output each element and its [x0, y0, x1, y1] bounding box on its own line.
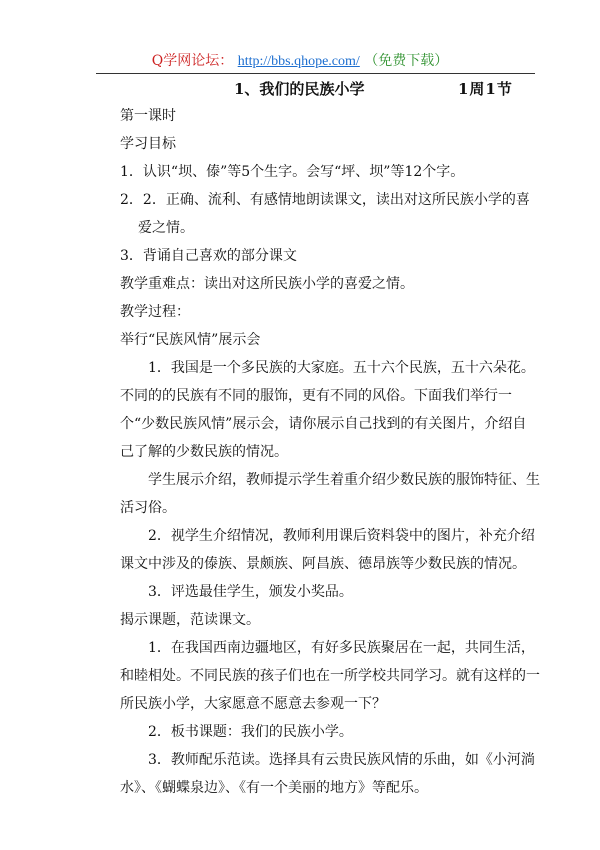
- lesson-title: 1、我们的民族小学: [234, 80, 365, 98]
- activity-heading: 揭示课题，范读课文。: [120, 612, 260, 628]
- objective-item: 2．2．正确、流利、有感情地朗读课文，读出对这所民族小学的喜爱之情。: [120, 192, 530, 236]
- objective-item: 3．背诵自己喜欢的部分课文: [120, 248, 297, 264]
- lesson-title-row: [120, 77, 540, 101]
- section-label: 学习目标: [120, 136, 176, 152]
- page-header: [0, 52, 600, 71]
- body-paragraph: 学生展示介绍，教师提示学生着重介绍少数民族的服饰特征、生活习俗。: [120, 472, 540, 516]
- lesson-content: [120, 102, 540, 802]
- header-rule: [96, 73, 535, 74]
- body-paragraph: 2．板书课题：我们的民族小学。: [148, 724, 353, 740]
- body-paragraph: 2．视学生介绍情况，教师利用课后资料袋中的图片，补充介绍课文中涉及的傣族、景颇族、阿昌族、德昂族等少数民族的情况。: [120, 528, 535, 572]
- body-paragraph: 1．我国是一个多民族的大家庭。五十六个民族，五十六朵花。不同的的民族有不同的服饰，更有不同的风俗。下面我们举行一个“少数民族风情”展示会，请你展示自己找到的有关图片，介绍自己了解的少数民族的情况。: [120, 360, 535, 460]
- body-paragraph: 1．在我国西南边疆地区，有好多民族聚居在一起，共同生活，和睦相处。不同民族的孩子们也在一所学校共同学习。就有这样的一所民族小学，大家愿意不愿意去参观一下？: [120, 640, 540, 712]
- body-paragraph: 3．教师配乐范读。选择具有云贵民族风情的乐曲，如《小河淌水》、《蝴蝶泉边》、《有一个美丽的地方》等配乐。: [120, 752, 535, 796]
- free-download-note: （免费下载）: [364, 53, 449, 69]
- section-label: 教学过程：: [120, 304, 190, 320]
- forum-label: Q学网论坛：: [151, 53, 234, 69]
- objective-item: 1．认识“坝、傣”等5个生字。会写“坪、坝”等12个字。: [120, 164, 465, 180]
- week-period: 1周1节: [458, 80, 513, 98]
- forum-link[interactable]: http://bbs.qhope.com/: [237, 54, 360, 69]
- activity-heading: 举行“民族风情”展示会: [120, 332, 261, 348]
- body-paragraph: 3．评选最佳学生，颁发小奖品。: [148, 584, 353, 600]
- section-label: 第一课时: [120, 108, 176, 124]
- key-difficulty: 教学重难点：读出对这所民族小学的喜爱之情。: [120, 276, 414, 292]
